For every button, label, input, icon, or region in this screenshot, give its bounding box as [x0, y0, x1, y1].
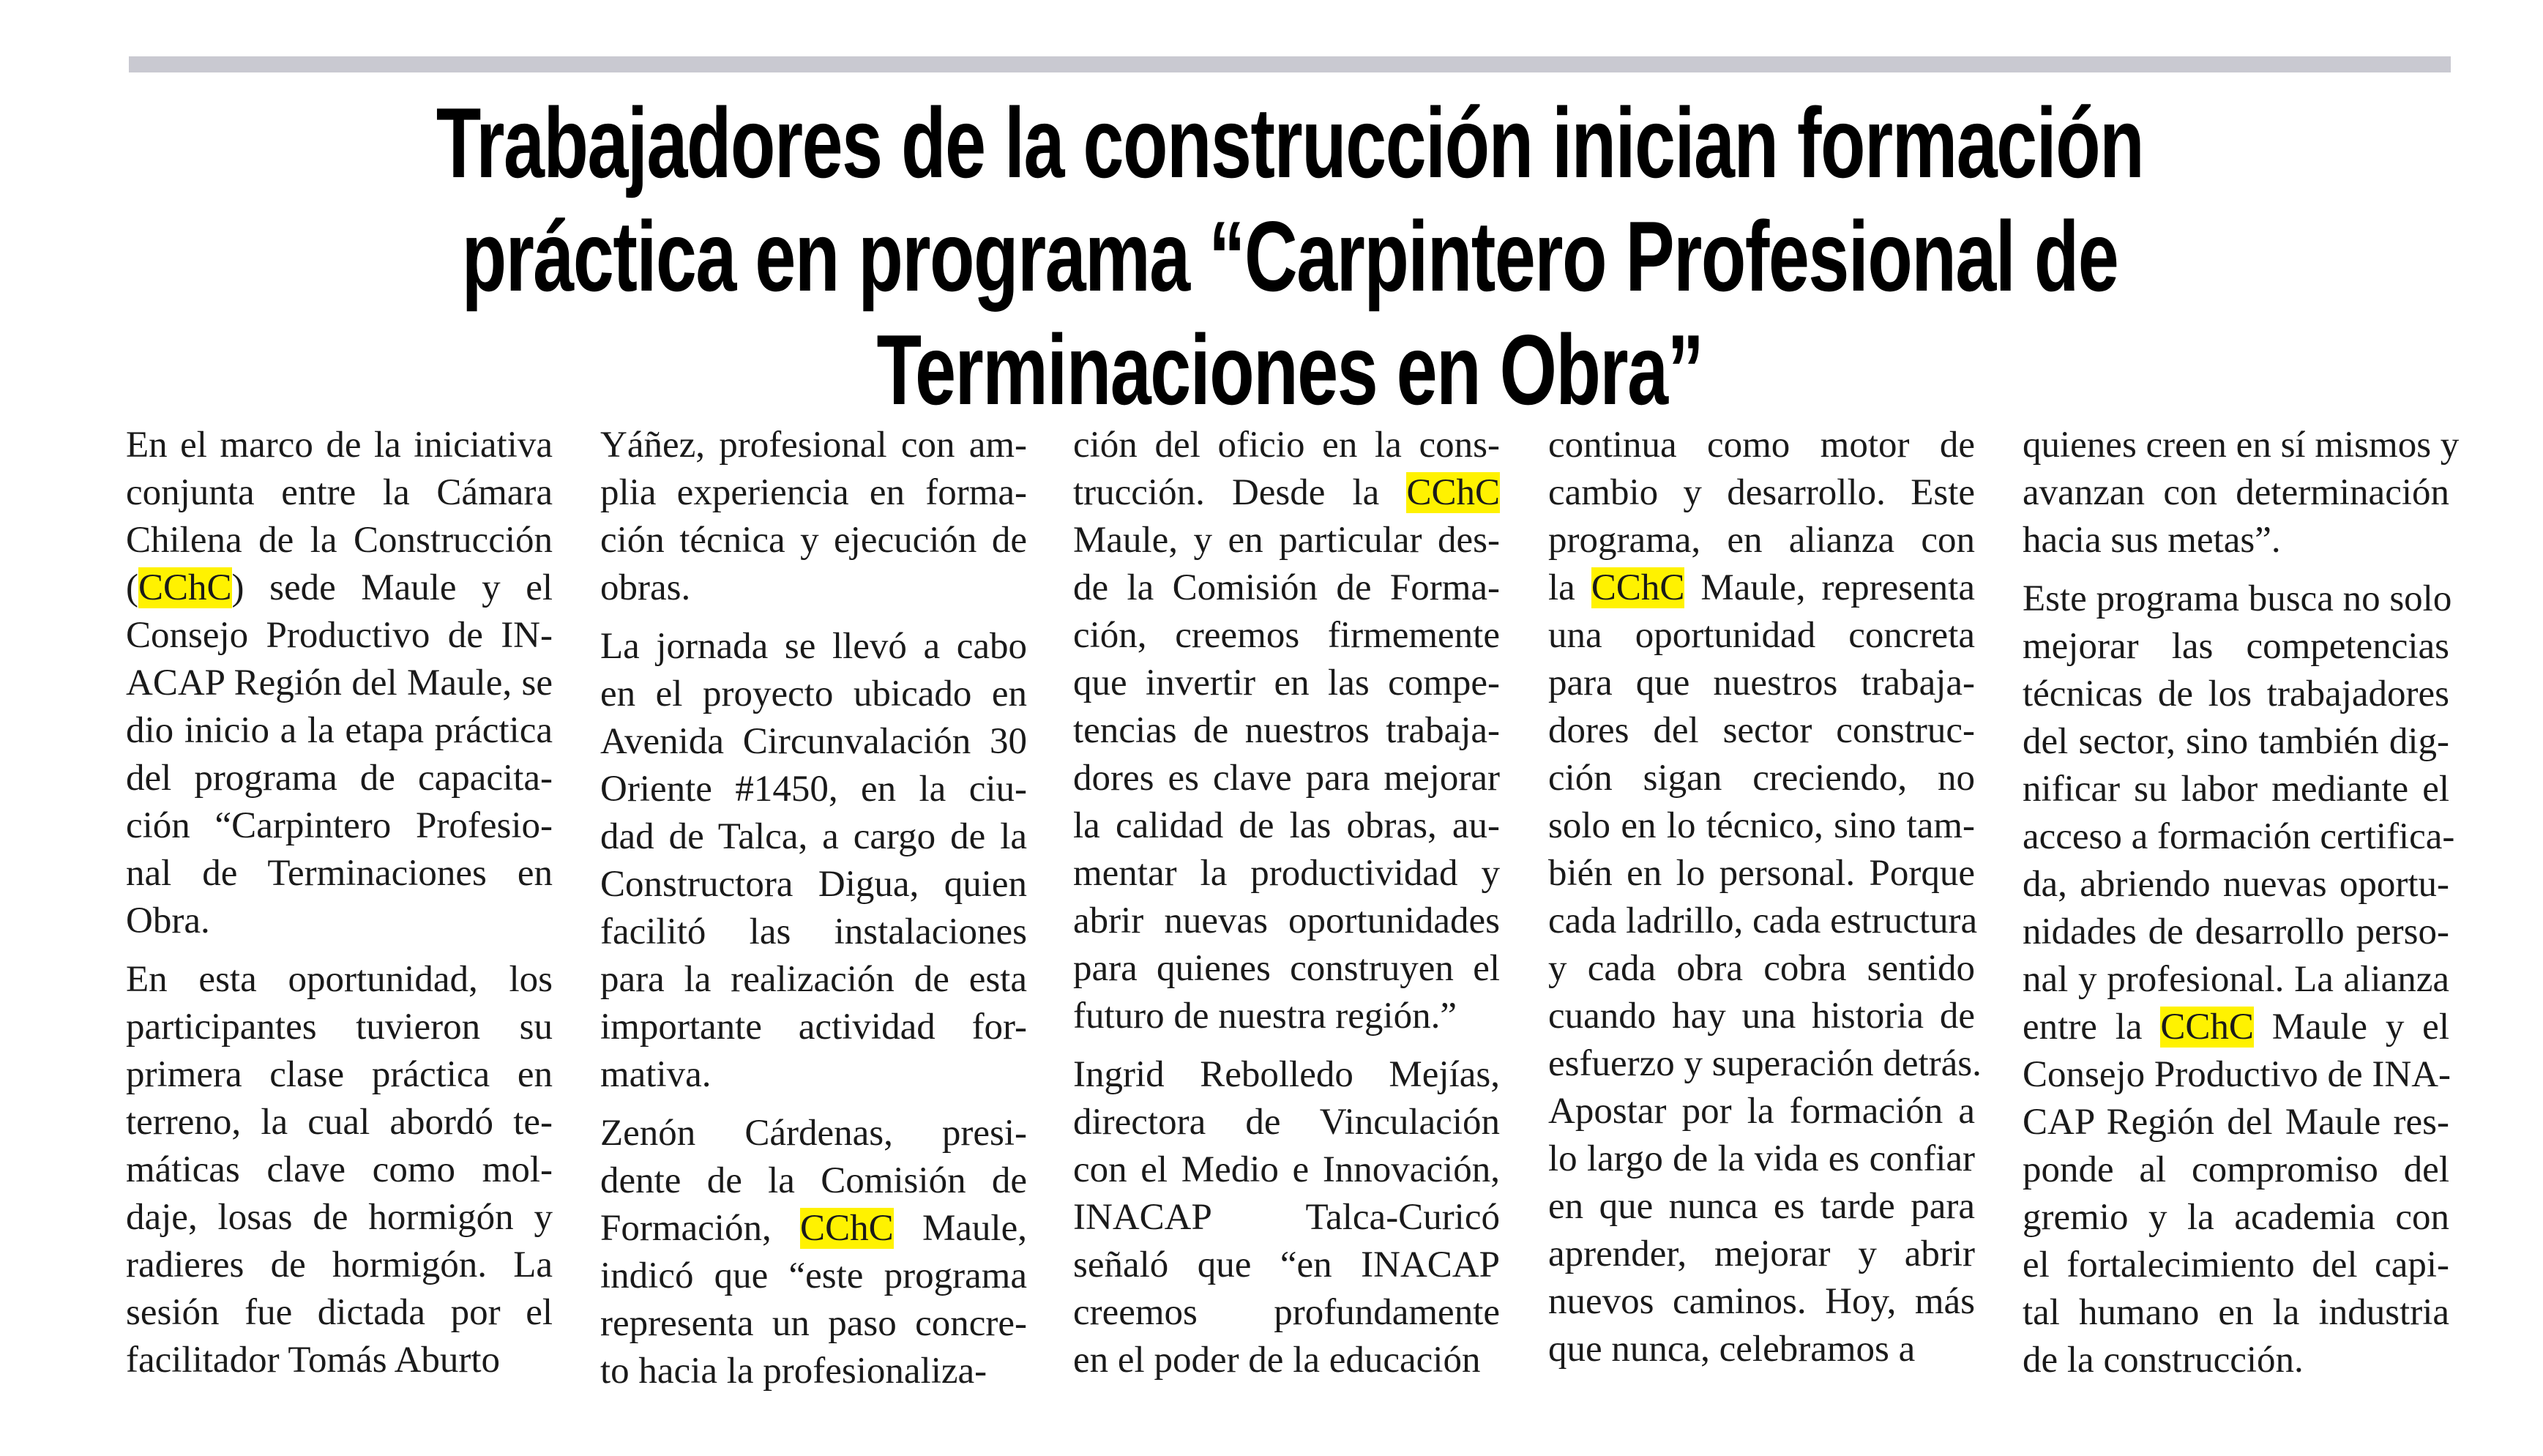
text-line: da, abriendo nuevas oportu-	[2023, 864, 2449, 905]
text-line: futuro de nuestra región.”	[1073, 996, 1457, 1037]
text-line: de la construcción.	[2023, 1340, 2304, 1381]
article-headline	[129, 86, 2451, 427]
text-line: técnicas de los trabajadores	[2023, 673, 2449, 714]
text-line: quienes creen en sí mismos y	[2023, 425, 2460, 466]
text-line: Ingrid Rebolledo Mejías,	[1073, 1054, 1500, 1095]
text-line: obras.	[600, 567, 691, 608]
highlighted-term: CChC	[138, 567, 232, 608]
text-line: continua como motor de	[1548, 425, 1975, 466]
text-line: para quienes construyen el	[1073, 948, 1500, 989]
text-line: En el marco de la iniciativa	[126, 425, 553, 466]
text-line: y cada obra cobra sentido	[1548, 948, 1975, 989]
text-line: terreno, la cual abordó te-	[126, 1102, 553, 1143]
text-line: gremio y la academia con	[2023, 1197, 2449, 1238]
text-line: En esta oportunidad, los	[126, 959, 553, 1000]
text-line: Apostar por la formación a	[1548, 1091, 1975, 1132]
text-line: en que nunca es tarde para	[1548, 1186, 1975, 1227]
text-line: lo largo de la vida es confiar	[1548, 1138, 1975, 1179]
headline-line-2: práctica en programa “Carpintero Profesional de	[461, 201, 2118, 312]
article-paragraph	[1548, 422, 1982, 1373]
text-line: tencias de nuestros trabaja-	[1073, 710, 1500, 751]
highlighted-term: CChC	[1406, 472, 1500, 513]
text-line: Chilena de la Construcción	[126, 520, 553, 561]
text-line: bién en lo personal. Porque	[1548, 853, 1975, 894]
text-line: ponde al compromiso del	[2023, 1149, 2449, 1190]
text-line: dores del sector construc-	[1548, 710, 1975, 751]
text-line: aprender, mejorar y abrir	[1548, 1233, 1975, 1274]
text-line: Formación, CChC Maule,	[600, 1208, 1027, 1249]
article-paragraph	[1073, 422, 1500, 1040]
text-line: ción, creemos firmemente	[1073, 615, 1500, 656]
article-column-2	[600, 422, 1027, 1406]
text-line: cambio y desarrollo. Este	[1548, 472, 1975, 513]
text-line: creemos profundamente	[1073, 1292, 1500, 1333]
text-line: facilitador Tomás Aburto	[126, 1340, 501, 1381]
text-line: nidades de desarrollo perso-	[2023, 911, 2449, 952]
text-line: representa un paso concre-	[600, 1303, 1027, 1344]
text-line: la calidad de las obras, au-	[1073, 805, 1500, 846]
article-paragraph	[600, 1110, 1027, 1395]
text-line: sesión fue dictada por el	[126, 1292, 553, 1333]
text-line: La jornada se llevó a cabo	[600, 626, 1027, 667]
text-line: mativa.	[600, 1054, 712, 1095]
headline-line-1: Trabajadores de la construcción inician formación	[436, 87, 2144, 198]
article-column-3	[1073, 422, 1500, 1395]
headline-line-3: Terminaciones en Obra”	[876, 314, 1703, 425]
text-line: esfuerzo y superación detrás.	[1548, 1043, 1982, 1084]
text-line: facilitó las instalaciones	[600, 911, 1027, 952]
text-line: con el Medio e Innovación,	[1073, 1149, 1500, 1190]
text-line: nificar su labor mediante el	[2023, 769, 2449, 810]
text-line: mentar la productividad y	[1073, 853, 1500, 894]
text-line: el fortalecimiento del capi-	[2023, 1244, 2449, 1285]
highlighted-term: CChC	[2160, 1007, 2254, 1048]
text-line: CAP Región del Maule res-	[2023, 1102, 2449, 1143]
text-line: programa, en alianza con	[1548, 520, 1975, 561]
text-line: ción “Carpintero Profesio-	[126, 805, 553, 846]
article-paragraph	[126, 956, 553, 1384]
article-column-5	[2023, 422, 2460, 1395]
text-line: INACAP Talca-Curicó	[1073, 1197, 1500, 1238]
text-line: del programa de capacita-	[126, 758, 553, 799]
text-line: mejorar las competencias	[2023, 626, 2449, 667]
text-line: plia experiencia en forma-	[600, 472, 1027, 513]
text-line: trucción. Desde la CChC	[1073, 472, 1500, 513]
text-line: en el proyecto ubicado en	[600, 673, 1027, 714]
text-line: directora de Vinculación	[1073, 1102, 1500, 1143]
text-line: nal y profesional. La alianza	[2023, 959, 2449, 1000]
text-line: de la Comisión de Forma-	[1073, 567, 1500, 608]
text-line: para la realización de esta	[600, 959, 1027, 1000]
text-line: cuando hay una historia de	[1548, 996, 1975, 1037]
text-line: ción sigan creciendo, no	[1548, 758, 1975, 799]
header-rule	[129, 56, 2451, 72]
text-line: dente de la Comisión de	[600, 1160, 1027, 1201]
text-line: radieres de hormigón. La	[126, 1244, 553, 1285]
article-paragraph	[2023, 422, 2460, 564]
text-line: Constructora Digua, quien	[600, 864, 1027, 905]
text-line: Consejo Productivo de IN-	[126, 615, 553, 656]
text-line: acceso a formación certifica-	[2023, 816, 2455, 857]
text-line: señaló que “en INACAP	[1073, 1244, 1500, 1285]
text-line: para que nuestros trabaja-	[1548, 662, 1975, 703]
text-line: ción técnica y ejecución de	[600, 520, 1027, 561]
text-line: Obra.	[126, 900, 210, 941]
text-line: que invertir en las compe-	[1073, 662, 1500, 703]
text-line: entre la CChC Maule y el	[2023, 1007, 2449, 1048]
text-line: una oportunidad concreta	[1548, 615, 1975, 656]
text-line: en el poder de la educación	[1073, 1340, 1481, 1381]
text-line: nuevos caminos. Hoy, más	[1548, 1281, 1975, 1322]
text-line: la CChC Maule, representa	[1548, 567, 1975, 608]
article-column-4	[1548, 422, 1982, 1384]
text-line: solo en lo técnico, sino tam-	[1548, 805, 1975, 846]
text-line: del sector, sino también dig-	[2023, 721, 2449, 762]
text-line: indicó que “este programa	[600, 1255, 1027, 1296]
text-line: ción del oficio en la cons-	[1073, 425, 1500, 466]
article-paragraph	[1073, 1051, 1500, 1384]
text-line: ACAP Región del Maule, se	[126, 662, 553, 703]
highlighted-term: CChC	[800, 1208, 894, 1249]
text-line: que nunca, celebramos a	[1548, 1329, 1916, 1370]
article-column-1	[126, 422, 553, 1395]
text-line: hacia sus metas”.	[2023, 520, 2281, 561]
article-paragraph	[2023, 575, 2455, 1384]
text-line: daje, losas de hormigón y	[126, 1197, 553, 1238]
text-line: nal de Terminaciones en	[126, 853, 553, 894]
text-line: Oriente #1450, en la ciu-	[600, 769, 1027, 810]
text-line: tal humano en la industria	[2023, 1292, 2449, 1333]
text-line: conjunta entre la Cámara	[126, 472, 553, 513]
text-line: máticas clave como mol-	[126, 1149, 553, 1190]
article-paragraph	[600, 623, 1027, 1099]
text-line: to hacia la profesionaliza-	[600, 1351, 987, 1392]
text-line: Avenida Circunvalación 30	[600, 721, 1027, 762]
text-line: dores es clave para mejorar	[1073, 758, 1500, 799]
text-line: Yáñez, profesional con am-	[600, 425, 1027, 466]
text-line: Este programa busca no solo	[2023, 578, 2452, 619]
article-paragraph	[126, 422, 553, 945]
text-line: primera clase práctica en	[126, 1054, 553, 1095]
text-line: abrir nuevas oportunidades	[1073, 900, 1500, 941]
text-line: (CChC) sede Maule y el	[126, 567, 553, 608]
text-line: cada ladrillo, cada estructura	[1548, 900, 1978, 941]
text-line: dad de Talca, a cargo de la	[600, 816, 1027, 857]
article-paragraph	[600, 422, 1027, 612]
text-line: participantes tuvieron su	[126, 1007, 553, 1048]
text-line: importante actividad for-	[600, 1007, 1027, 1048]
text-line: dio inicio a la etapa práctica	[126, 710, 553, 751]
text-line: Consejo Productivo de INA-	[2023, 1054, 2451, 1095]
highlighted-term: CChC	[1591, 567, 1685, 608]
text-line: avanzan con determinación	[2023, 472, 2449, 513]
text-line: Zenón Cárdenas, presi-	[600, 1113, 1027, 1154]
text-line: Maule, y en particular des-	[1073, 520, 1500, 561]
